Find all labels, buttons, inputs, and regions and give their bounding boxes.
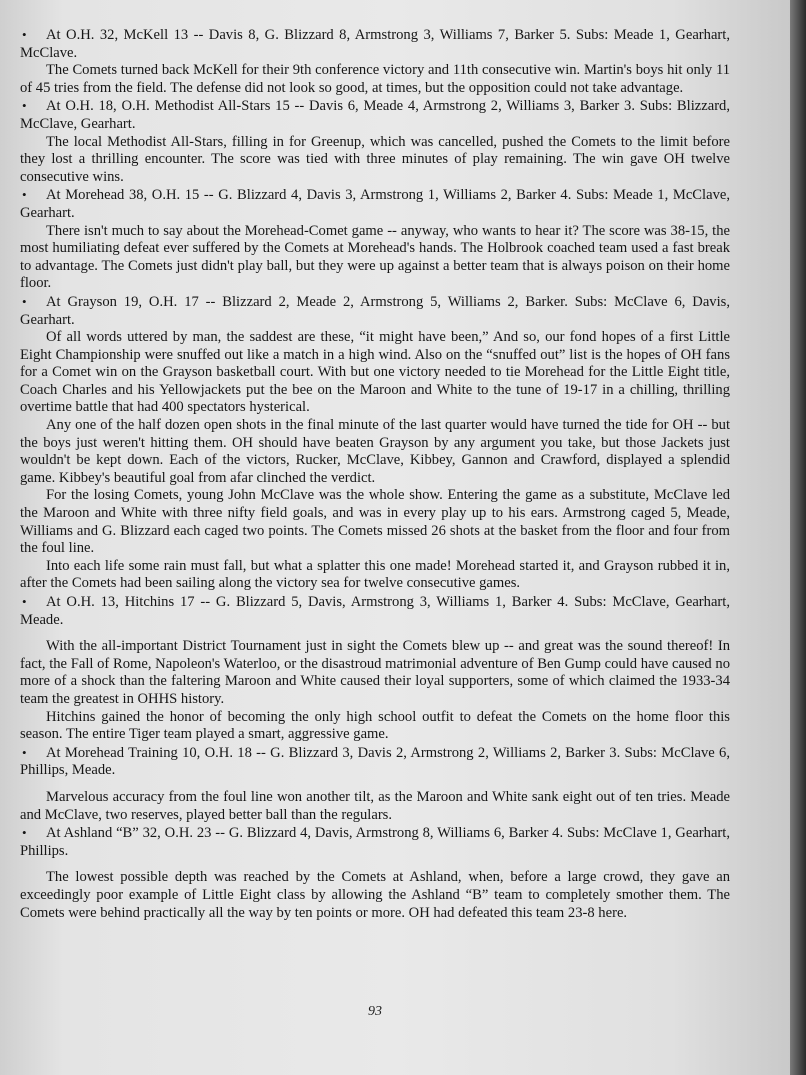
bullet-icon: • [22, 187, 27, 203]
score-text: At Ashland “B” 32, O.H. 23 -- G. Blizzard 4, Davis, Armstrong 8, Williams 6, Barker 4. Subs: McClave 1, Gearhart, Phillips. [20, 825, 730, 859]
game-report-paragraph: Marvelous accuracy from the foul line won another tilt, as the Maroon and White sank eight out of ten tries. Meade and McClave, two reserves, played better ball than the regulars. [20, 788, 730, 823]
score-text: At Morehead Training 10, O.H. 18 -- G. Blizzard 3, Davis 2, Armstrong 2, Williams 2, Barker 3. Subs: McClave 6, Phillips, Meade. [20, 744, 730, 779]
game-score-line [20, 593, 730, 629]
score-text: At Morehead 38, O.H. 15 -- G. Blizzard 4, Davis 3, Armstrong 1, Williams 2, Barker 4. Subs: Meade 1, McClave, Gearhart. [20, 187, 730, 221]
book-spine-shadow [790, 0, 806, 1075]
bullet-icon: • [22, 825, 27, 841]
score-text: At O.H. 32, McKell 13 -- Davis 8, G. Blizzard 8, Armstrong 3, Williams 7, Barker 5. Subs: Meade 1, Gearhart, McClave. [20, 27, 730, 61]
game-report-paragraph: With the all-important District Tournament just in sight the Comets blew up -- and great was the sound thereof! In fact, the Fall of Rome, Napoleon's Waterloo, or the disastroud matrimonial adventure of Ben Gump could have caused no more of a shock than the faltering Maroon and White caused their loyal supporters, some of which claimed the 1933-34 team the greatest in OHHS history. [20, 638, 730, 707]
game-score-line [20, 26, 730, 62]
game-report-paragraph: Of all words uttered by man, the saddest are these, “it might have been,” And so, our fond hopes of a first Little Eight Championship were snuffed out like a match in a high wind. Also on the “snuffed out” list is the hopes of OH fans for a Comet win on the Grayson basketball court. With but one victory needed to tie Morehead for the Little Eight title, Coach Charles and his Yellowjackets put the bee on the Maroon and White to the tune of 19-17 in a chilling, thrilling overtime battle that had 400 spectators hysterical. [20, 329, 730, 416]
score-text: At Grayson 19, O.H. 17 -- Blizzard 2, Meade 2, Armstrong 5, Williams 2, Barker. Subs: McClave 6, Davis, Gearhart. [20, 293, 730, 328]
game-report-paragraph: The lowest possible depth was reached by the Comets at Ashland, when, before a large crowd, they gave an exceedingly poor example of Little Eight class by allowing the Ashland “B” team to completely smother them. The Comets were behind practically all the way by ten points or more. OH had defeated this team 23-8 here. [20, 869, 730, 921]
game-score-line [20, 97, 730, 133]
bullet-icon: • [22, 27, 27, 42]
game-score-line [20, 293, 730, 329]
game-report-paragraph: For the losing Comets, young John McClave was the whole show. Entering the game as a substitute, McClave led the Maroon and White with three nifty field goals, and was in every play up to his ears. Armstrong caged 5, Meade, Williams and G. Blizzard each caged two points. The Comets missed 26 shots at the basket from the floor and four from the foul line. [20, 487, 730, 557]
score-text: At O.H. 18, O.H. Methodist All-Stars 15 -- Davis 6, Meade 4, Armstrong 2, Williams 3, Barker 3. Subs: Blizzard, McClave, Gearhart. [20, 98, 730, 132]
score-text: At O.H. 13, Hitchins 17 -- G. Blizzard 5, Davis, Armstrong 3, Williams 1, Barker 4. Subs: McClave, Gearhart, Meade. [20, 594, 730, 628]
game-report-paragraph: The local Methodist All-Stars, filling in for Greenup, which was cancelled, pushed the Comets to the limit before they lost a thrilling encounter. The score was tied with three minutes of play remaining. The win gave OH twelve consecutive wins. [20, 133, 730, 185]
game-report-paragraph: Into each life some rain must fall, but what a splatter this one made! Morehead started it, and Grayson rubbed it in, after the Comets had been sailing along the victory sea for twelve consecutive games. [20, 557, 730, 592]
game-score-line [20, 824, 730, 860]
game-score-line [20, 186, 730, 222]
game-report-paragraph: The Comets turned back McKell for their 9th conference victory and 11th consecutive win. Martin's boys hit only 11 of 45 tries from the field. The defense did not look so good, at times, but the opposition could not take advantage. [20, 62, 730, 96]
paragraph-gap [20, 629, 730, 638]
bullet-icon: • [22, 744, 27, 760]
game-score-line [20, 744, 730, 780]
game-report-paragraph: There isn't much to say about the Morehead-Comet game -- anyway, who wants to hear it? The score was 38-15, the most humiliating defeat ever suffered by the Comets at Morehead's hands. The Holbrook coached team used a fast break to advantage. The Comets just didn't play ball, but they were up against a better team that is always poison on their home floor. [20, 222, 730, 292]
bullet-icon: • [22, 98, 27, 114]
bullet-icon: • [22, 293, 27, 309]
paragraph-gap [20, 860, 730, 869]
page-text [20, 26, 730, 922]
game-report-paragraph: Hitchins gained the honor of becoming the only high school outfit to defeat the Comets on the home floor this season. The entire Tiger team played a smart, aggressive game. [20, 708, 730, 743]
game-report-paragraph: Any one of the half dozen open shots in the final minute of the last quarter would have turned the tide for OH -- but the boys just weren't hitting them. OH should have beaten Grayson by any argument you take, but those Jackets just wouldn't be kept down. Each of the victors, Rucker, McClave, Kibbey, Gannon and Crawford, displayed a splendid game. Kibbey's beautiful goal from afar clinched the verdict. [20, 417, 730, 486]
bullet-icon: • [22, 594, 27, 609]
page-number: 93 [368, 1004, 382, 1019]
paragraph-gap [20, 780, 730, 789]
